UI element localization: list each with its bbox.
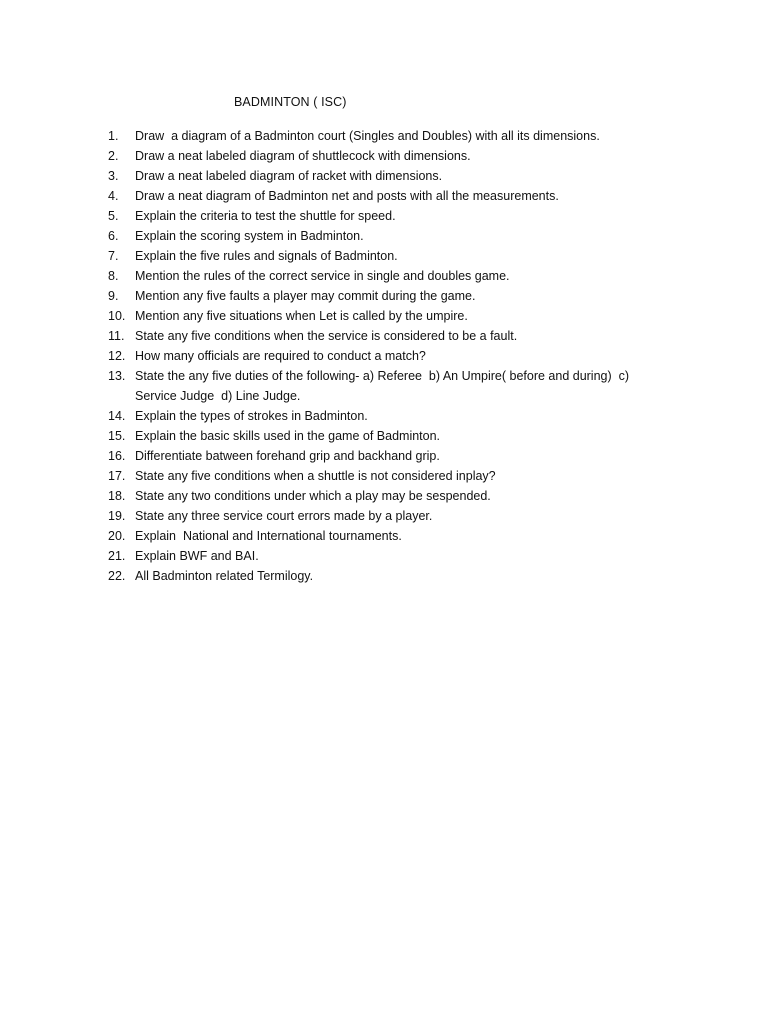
question-item (108, 246, 668, 266)
question-text: All Badminton related Termilogy. (135, 569, 314, 583)
question-number: 2. (108, 149, 119, 163)
question-number: 1. (108, 129, 119, 143)
question-number: 14. (108, 409, 126, 423)
question-text: State the any five duties of the following- a) Referee b) An Umpire( before and during) c) Service Judge d) Line Judge. (135, 369, 633, 403)
question-text: Explain National and International tournaments. (135, 529, 402, 543)
question-text: State any three service court errors made by a player. (135, 509, 433, 523)
question-text: Mention any five faults a player may commit during the game. (135, 289, 476, 303)
question-number: 22. (108, 569, 126, 583)
question-text: Explain the scoring system in Badminton. (135, 229, 364, 243)
question-number: 4. (108, 189, 119, 203)
question-number: 20. (108, 529, 126, 543)
question-text: Explain BWF and BAI. (135, 549, 259, 563)
question-text: Differentiate batween forehand grip and backhand grip. (135, 449, 440, 463)
question-item (108, 186, 668, 206)
question-text: Draw a neat labeled diagram of shuttlecock with dimensions. (135, 149, 471, 163)
question-number: 15. (108, 429, 126, 443)
question-item (108, 446, 668, 466)
question-text: Mention any five situations when Let is called by the umpire. (135, 309, 468, 323)
question-item (108, 306, 668, 326)
question-item (108, 146, 668, 166)
question-item (108, 126, 668, 146)
question-number: 17. (108, 469, 126, 483)
question-number: 10. (108, 309, 126, 323)
question-item (108, 406, 668, 426)
question-text: Explain the five rules and signals of Badminton. (135, 249, 398, 263)
question-item (108, 526, 668, 546)
question-text: Draw a neat labeled diagram of racket with dimensions. (135, 169, 443, 183)
question-text: Explain the types of strokes in Badminton. (135, 409, 368, 423)
question-number: 8. (108, 269, 119, 283)
question-text: State any five conditions when the service is considered to be a fault. (135, 329, 518, 343)
question-text: State any two conditions under which a play may be sespended. (135, 489, 491, 503)
question-item (108, 546, 668, 566)
question-text: Mention the rules of the correct service in single and doubles game. (135, 269, 510, 283)
question-item (108, 506, 668, 526)
question-item (108, 206, 668, 226)
question-text: Draw a neat diagram of Badminton net and posts with all the measurements. (135, 189, 559, 203)
question-item (108, 346, 668, 366)
question-item (108, 486, 668, 506)
question-item (108, 466, 668, 486)
question-text: Draw a diagram of a Badminton court (Singles and Doubles) with all its dimensions. (135, 129, 600, 143)
question-number: 6. (108, 229, 119, 243)
question-item (108, 166, 668, 186)
question-text: Explain the basic skills used in the game of Badminton. (135, 429, 441, 443)
question-text: State any five conditions when a shuttle is not considered inplay? (135, 469, 496, 483)
question-text: Explain the criteria to test the shuttle for speed. (135, 209, 396, 223)
question-number: 3. (108, 169, 119, 183)
question-number: 9. (108, 289, 119, 303)
document-title: BADMINTON ( ISC) (234, 95, 347, 109)
question-item (108, 366, 668, 406)
question-number: 18. (108, 489, 126, 503)
question-item (108, 266, 668, 286)
question-item (108, 326, 668, 346)
question-number: 21. (108, 549, 126, 563)
question-item (108, 426, 668, 446)
question-number: 5. (108, 209, 119, 223)
question-text: How many officials are required to conduct a match? (135, 349, 426, 363)
question-item (108, 286, 668, 306)
question-number: 7. (108, 249, 119, 263)
question-item (108, 226, 668, 246)
question-number: 11. (108, 329, 125, 343)
question-item (108, 566, 668, 586)
question-number: 12. (108, 349, 126, 363)
question-number: 19. (108, 509, 126, 523)
question-number: 13. (108, 369, 126, 383)
question-list (108, 126, 668, 586)
question-number: 16. (108, 449, 126, 463)
